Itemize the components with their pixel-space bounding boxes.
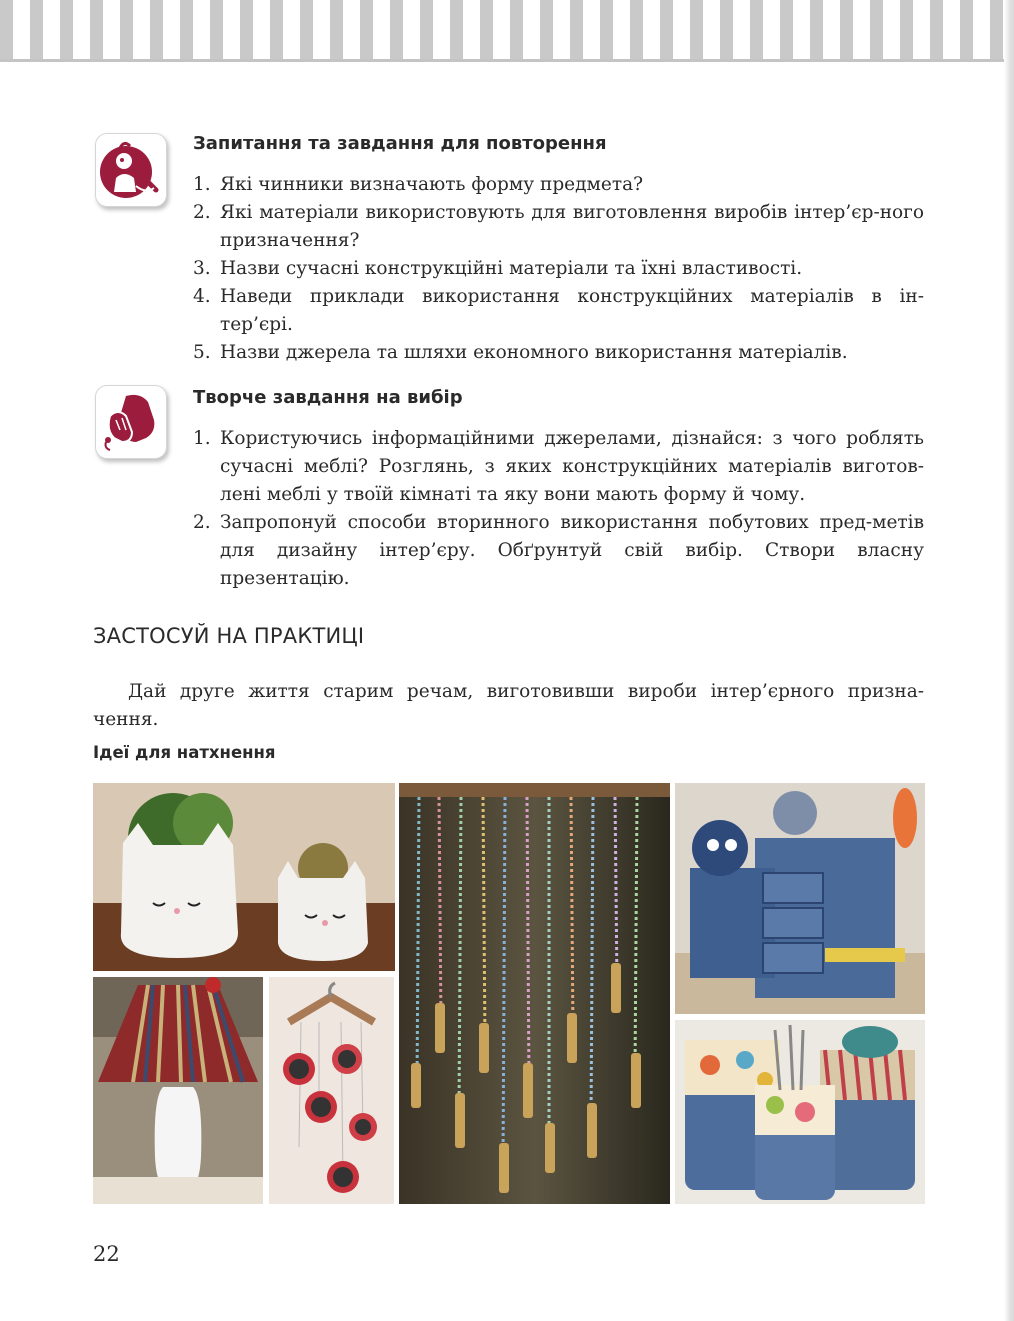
list-item: 1. Користуючись інформаційними джерелами, дізнайся: з чого роблять сучасні меблі? Розглянь, з яких конструкційних матеріалів виготов-лені меблі у твоїй кімнаті та яку вони мають форму й чому. (193, 428, 924, 505)
cat-bottle-planters-photo (93, 783, 395, 971)
page-binding-strip (0, 0, 1014, 62)
list-item: 4. Наведи приклади використання конструкційних матеріалів в ін-тер’єрі. (193, 286, 924, 335)
list-item: 3. Назви сучасні конструкційні матеріали та їхні властивості. (193, 258, 803, 279)
page-edge-shadow (1004, 0, 1014, 1321)
hands-icon (95, 385, 167, 459)
denim-drawer-organizer-photo (675, 783, 925, 1014)
ideas-heading: Ідеї для натхнення (93, 743, 276, 762)
key-bead-windchime-photo (399, 783, 670, 1204)
review-list (193, 171, 924, 367)
practice-text: Дай друге життя старим речам, виготовивши вироби інтер’єрного призна-чення. (93, 681, 924, 730)
thinking-figure-icon (95, 133, 167, 207)
list-item: 2. Запропонуй способи вторинного використання побутових пред-метів для дизайну інтер’єру. Обґрунтуй свій вибір. Створи власну презентацію. (193, 512, 924, 589)
necktie-lampshade-photo (93, 977, 263, 1204)
creative-list (193, 425, 924, 593)
practice-title: ЗАСТОСУЙ НА ПРАКТИЦІ (93, 624, 365, 648)
list-item: 2. Які матеріали використовують для виготовлення виробів інтер’єр-ного призначення? (193, 202, 924, 251)
denim-fabric-baskets-photo (675, 1020, 925, 1204)
creative-heading: Творче завдання на вибір (193, 387, 463, 408)
list-item: 1. Які чинники визначають форму предмета? (193, 174, 644, 195)
review-heading: Запитання та завдання для повторення (193, 133, 607, 154)
list-item: 5. Назви джерела та шляхи економного використання матеріалів. (193, 342, 848, 363)
page-number: 22 (93, 1242, 120, 1266)
tin-can-hanger-photo (269, 977, 394, 1204)
